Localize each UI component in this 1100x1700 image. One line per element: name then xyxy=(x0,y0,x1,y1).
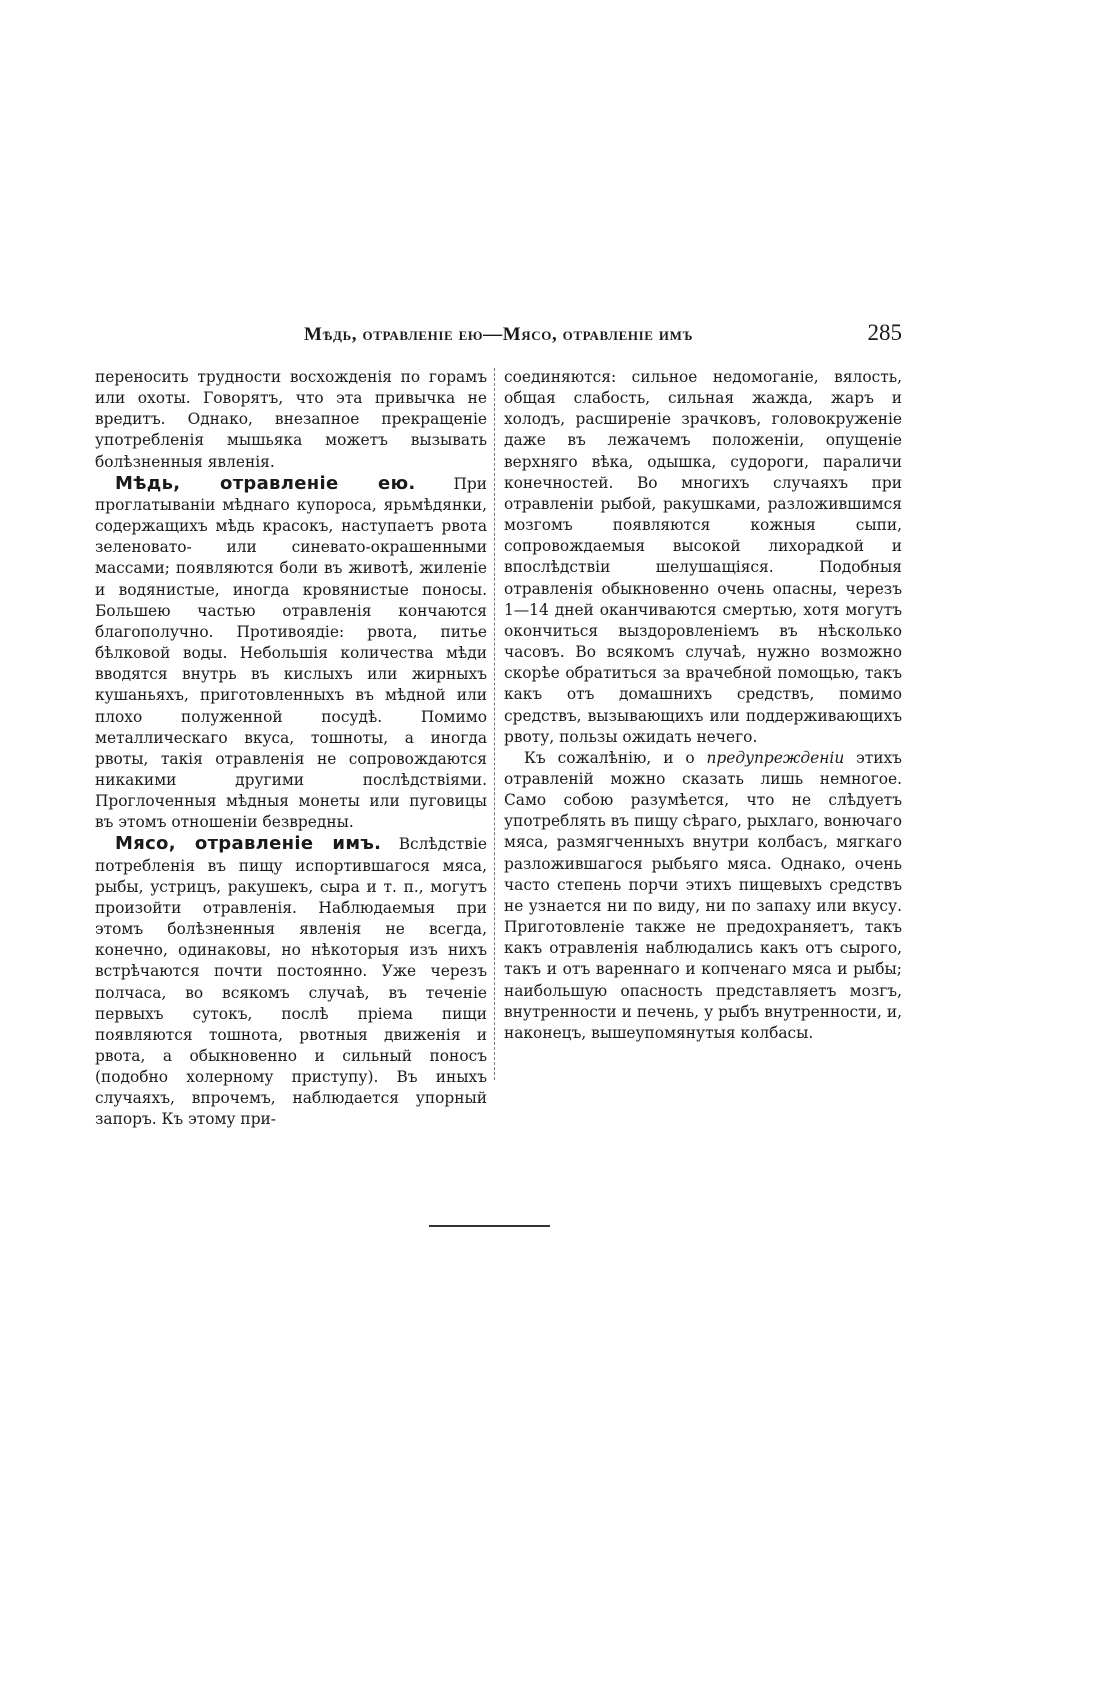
end-rule xyxy=(429,1225,550,1227)
page-number: 285 xyxy=(867,320,902,345)
section-heading-copper: Мѣдь, отравленіе ею. xyxy=(115,472,416,494)
paragraph-meat-symptoms: соединяются: сильное недомоганіе, вялость, общая слабость, сильная жажда, жаръ и холодъ, расширеніе зрачковъ, головокруженіе даже въ лежачемъ положеніи, опущеніе верхняго вѣка, одышка, судороги, параличи конечностей. Во многихъ случаяхъ при отравленіи рыбой, ракушками, разложившимся мозгомъ появляются кожныя сыпи, сопровождаемыя высокой лихорадкой и впослѣдствіи шелушащіяся. Подобныя отравленія обыкновенно очень опасны, черезъ 1—14 дней оканчиваются смертью, хотя могутъ окончиться выздоровленіемъ въ нѣсколько часовъ. Во всякомъ случаѣ, нужно возможно скорѣе обратиться за врачебной помощью, такъ какъ отъ домашнихъ средствъ, помимо средствъ, вызывающихъ или поддерживающихъ рвоту, пользы ожидать нечего. xyxy=(504,368,902,746)
paragraph-copper xyxy=(95,473,487,834)
right-column xyxy=(504,367,902,1044)
running-title: Мѣдь, отравленіе ею—Мясо, отравленіе имъ xyxy=(303,324,693,345)
section-heading-meat: Мясо, отравленіе имъ. xyxy=(115,833,382,855)
left-column xyxy=(95,367,487,1131)
copper-text: При проглатываніи мѣднаго купороса, ярьмѣдянки, содержащихъ мѣдь красокъ, наступаетъ рвота зеленовато- или синевато-окрашенными массами; появляются боли въ животѣ, жиленіе и водянистые, иногда кровянистые поносы. Большею частью отравленія кончаются благополучно. Противоядіе: рвота, питье бѣлковой воды. Небольшія количества мѣди вводятся внутрь въ кислыхъ или жирныхъ кушаньяхъ, приготовленныхъ въ мѣдной или плохо полуженной посудѣ. Помимо металлическаго вкуса, тошноты, а иногда рвоты, такія отравленія не сопровождаются никакими другими послѣдствіями. Проглоченныя мѣдныя монеты или пуговицы въ этомъ отношеніи безвредны. xyxy=(95,474,487,832)
column-divider xyxy=(494,368,495,1080)
prevention-text-start: Къ сожалѣнію, и о xyxy=(524,748,695,767)
paragraph-prevention xyxy=(504,748,902,1044)
running-head xyxy=(95,320,902,350)
meat-text: Вслѣдствіе потребленія въ пищу испортившагося мяса, рыбы, устрицъ, ракушекъ, сыра и т. п., могутъ произойти отравленія. Наблюдаемыя при этомъ болѣзненныя явленія не всегда, конечно, одинаковы, но нѣкоторыя изъ нихъ встрѣчаются почти постоянно. Уже черезъ полчаса, во всякомъ случаѣ, въ теченіе первыхъ сутокъ, послѣ пріема пищи появляются тошнота, рвотныя движенія и рвота, а обыкновенно и сильный поносъ (подобно холерному приступу). Въ иныхъ случаяхъ, впрочемъ, наблюдается упорный запоръ. Къ этому при- xyxy=(95,835,487,1129)
paragraph-meat xyxy=(95,833,487,1130)
paragraph-arsenic-continuation: переносить трудности восхожденія по горамъ или охоты. Говорятъ, что эта привычка не вредитъ. Однако, внезапное прекращеніе употребленія мышьяка можетъ вызывать болѣзненныя явленія. xyxy=(95,368,487,471)
prevention-emphasis: предупрежденіи xyxy=(706,748,845,767)
prevention-text-end: этихъ отравленій можно сказать лишь немногое. Само собою разумѣется, что не слѣдуетъ употреблять въ пищу сѣраго, рыхлаго, вонючаго мяса, размягченныхъ внутри колбасъ, мягкаго разложившагося рыбьяго мяса. Однако, очень часто степень порчи этихъ пищевыхъ средствъ не узнается ни по виду, ни по запаху или вкусу. Приготовленіе также не предохраняетъ, такъ какъ отравленія наблюдались какъ отъ сырого, такъ и отъ вареннаго и копченаго мяса и рыбы; наибольшую опасность представляетъ мозгъ, внутренности и печень, у рыбъ внутренности, и, наконецъ, вышеупомянутыя колбасы. xyxy=(504,748,902,1042)
